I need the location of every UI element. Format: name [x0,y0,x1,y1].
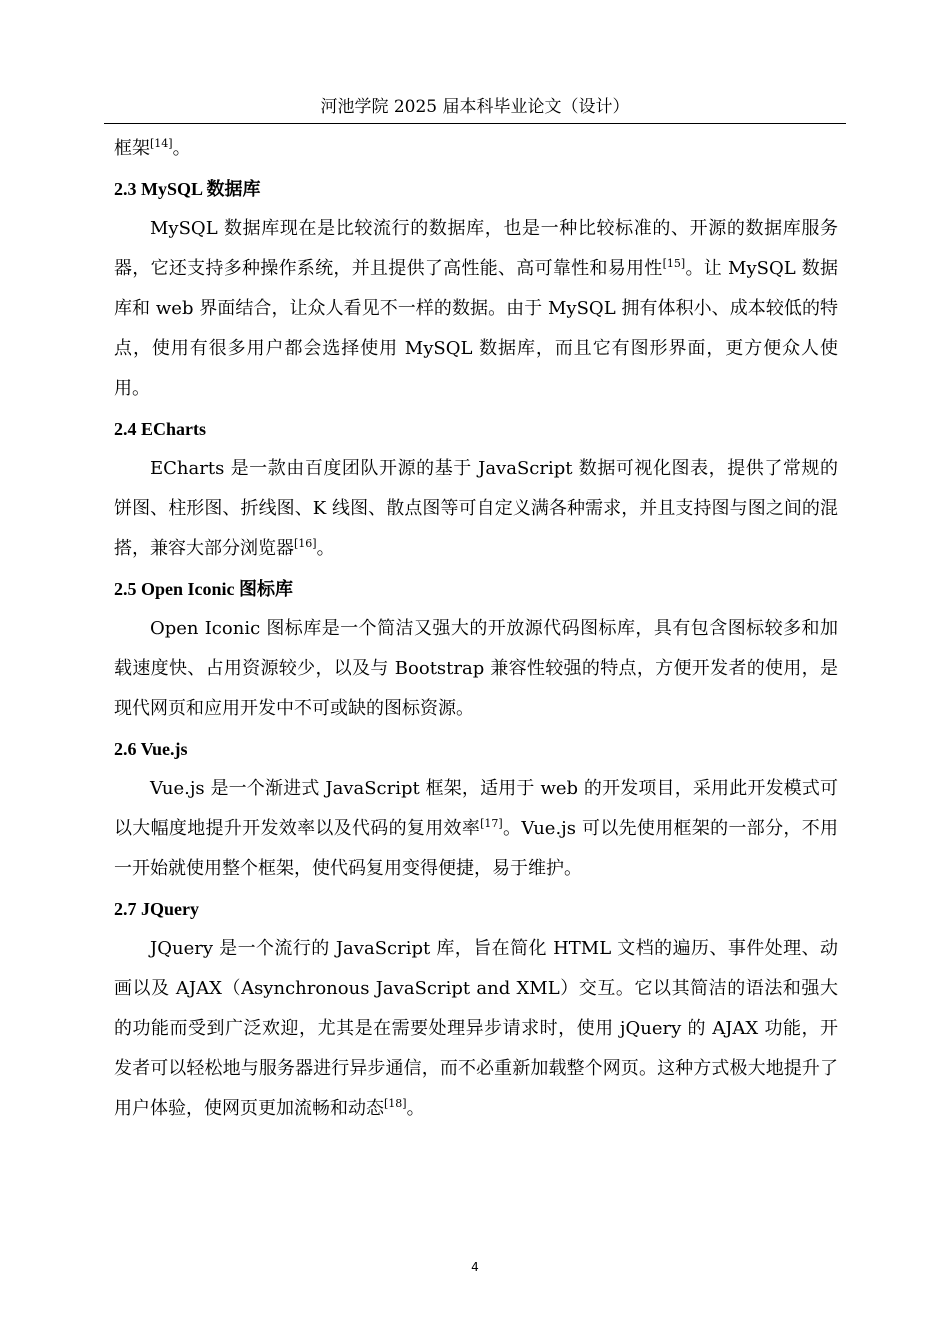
paragraph-text: Vue.js 是一个渐进式 JavaScript 框架，适用于 web 的开发项目，采用此开发模式可以大幅度地提升开发效率以及代码的复用效率 [114,778,838,839]
citation: [15] [662,257,686,270]
section-heading-2-4: 2.4 ECharts [114,419,207,439]
page-body [114,129,838,1129]
paragraph-open-iconic: Open Iconic 图标库是一个简洁又强大的开放源代码图标库，具有包含图标较多和加载速度快、占用资源较少，以及与 Bootstrap 兼容性较强的特点，方便开发者的使用，是现代网页和应用开发中不可或缺的图标资源。 [114,618,838,719]
section-heading-2-3: 2.3 MySQL 数据库 [114,179,261,199]
paragraph-text: 框架 [114,138,150,159]
citation: [18] [384,1097,407,1110]
paragraph-vuejs [114,769,838,889]
running-header: 河池学院 2025 届本科毕业论文（设计） [320,97,630,117]
citation: [17] [480,817,503,830]
paragraph-echarts [114,449,838,569]
paragraph-text: 。 [406,1098,425,1119]
continued-paragraph [114,129,838,169]
paragraph-text: JQuery 是一个流行的 JavaScript 库，旨在简化 HTML 文档的遍历、事件处理、动画以及 AJAX（Asynchronous JavaScript and XML）交互。它以其简洁的语法和强大的功能而受到广泛欢迎，尤其是在需要处理异步请求时，使用 jQuery 的 AJAX 功能，开发者可以轻松地与服务器进行异步通信，而不必重新加载整个网页。这种方式极大地提升了用户体验，使网页更加流畅和动态 [114,938,838,1119]
section-heading-2-6: 2.6 Vue.js [114,739,188,759]
paragraph-text: 。让 MySQL 数据库和 web 界面结合，让众人看见不一样的数据。由于 MySQL 拥有体积小、成本较低的特点，使用有很多用户都会选择使用 MySQL 数据库，而且它有图形界面，更方便众人使用。 [114,258,838,399]
paragraph-text: 。Vue.js 可以先使用框架的一部分，不用一开始就使用整个框架，使代码复用变得便捷，易于维护。 [114,818,838,879]
paragraph-mysql [114,209,838,409]
header-rule [104,123,846,124]
page-number: 4 [471,1260,479,1274]
citation: [14] [150,137,173,150]
paragraph-text: ECharts 是一款由百度团队开源的基于 JavaScript 数据可视化图表，提供了常规的饼图、柱形图、折线图、K 线图、散点图等可自定义满各种需求，并且支持图与图之间的混搭，兼容大部分浏览器 [114,458,838,559]
section-heading-2-5: 2.5 Open Iconic 图标库 [114,579,294,599]
paragraph-jquery [114,929,838,1129]
paragraph-text: 。 [172,138,191,159]
section-heading-2-7: 2.7 JQuery [114,899,199,919]
paragraph-text: MySQL 数据库现在是比较流行的数据库，也是一种比较标准的、开源的数据库服务器，它还支持多种操作系统，并且提供了高性能、高可靠性和易用性 [114,218,838,279]
citation: [16] [294,537,317,550]
paragraph-text: 。 [316,538,335,559]
